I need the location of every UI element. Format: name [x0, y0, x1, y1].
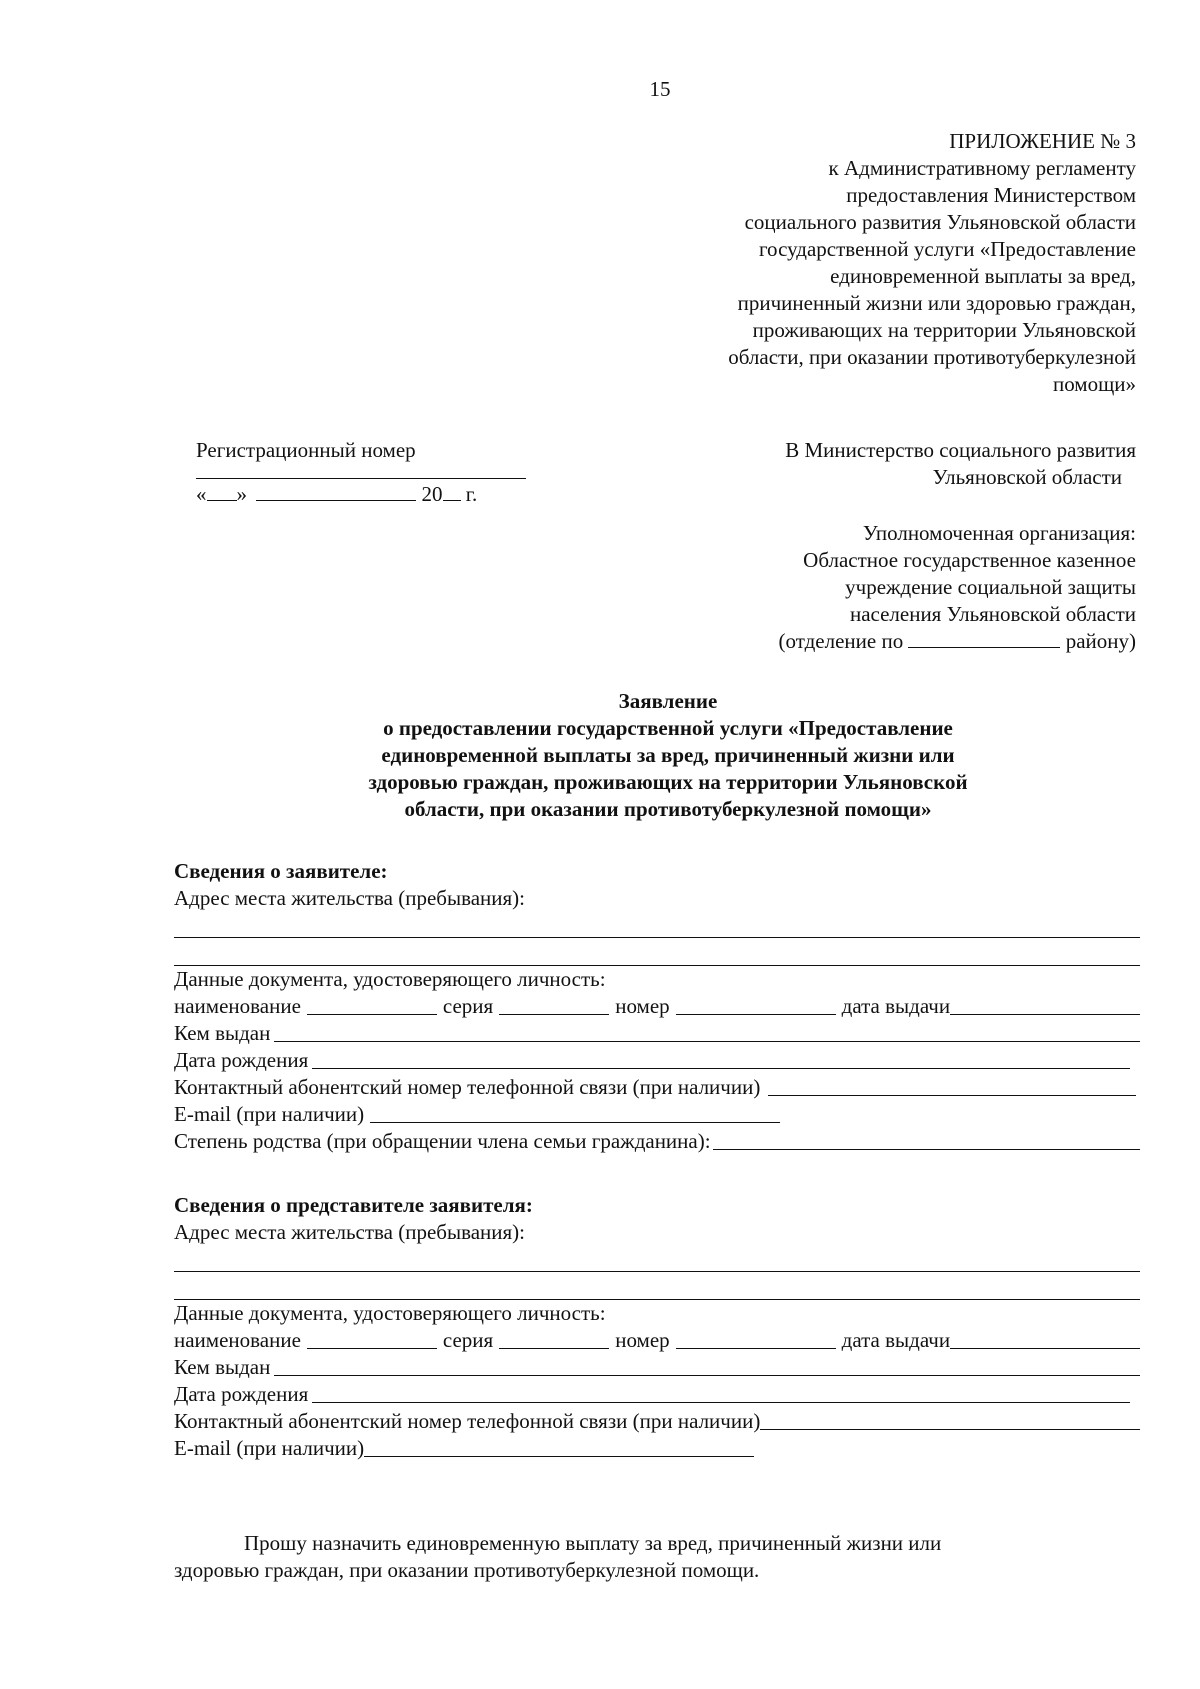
- representative-doc-series-field[interactable]: [499, 1330, 609, 1349]
- organization-block: [616, 520, 1136, 655]
- representative-email-row: [174, 1435, 1140, 1462]
- appendix-line: предоставления Министерством: [846, 183, 1136, 207]
- representative-doc-number-field[interactable]: [676, 1330, 836, 1349]
- org-line: учреждение социальной защиты: [845, 575, 1136, 599]
- representative-phone-label: Контактный абонентский номер телефонной связи (при наличии): [174, 1409, 761, 1433]
- applicant-phone-label: Контактный абонентский номер телефонной связи (при наличии): [174, 1075, 761, 1099]
- org-district-suffix: району): [1065, 629, 1136, 653]
- date-close-quote: »: [236, 482, 247, 506]
- applicant-kinship-field[interactable]: [713, 1131, 1140, 1150]
- applicant-doc-number-field[interactable]: [676, 996, 836, 1015]
- applicant-doc-series-field[interactable]: [499, 996, 609, 1015]
- page-number: 15: [649, 77, 671, 101]
- representative-doc-date-label: дата выдачи: [841, 1328, 951, 1352]
- representative-phone-row: [174, 1408, 1140, 1435]
- applicant-doc-date-label: дата выдачи: [841, 994, 951, 1018]
- applicant-email-field[interactable]: [370, 1104, 780, 1123]
- representative-address-field-1[interactable]: [174, 1271, 1140, 1272]
- applicant-doc-number-label: номер: [615, 994, 670, 1018]
- applicant-issued-by-field[interactable]: [274, 1023, 1140, 1042]
- org-line: [616, 628, 1136, 655]
- applicant-address-label: Адрес места жительства (пребывания):: [174, 886, 526, 910]
- representative-doc-number-label: номер: [615, 1328, 670, 1352]
- applicant-issued-row: [174, 1020, 1140, 1047]
- applicant-issued-by-label: Кем выдан: [174, 1021, 271, 1045]
- org-district-field[interactable]: [908, 629, 1060, 648]
- applicant-doc-label: Данные документа, удостоверяющего личность:: [174, 967, 606, 991]
- representative-email-label: E-mail (при наличии): [174, 1436, 365, 1460]
- title-line: о предоставлении государственной услуги «Предоставление: [383, 716, 953, 740]
- date-open-quote: «: [196, 482, 207, 506]
- appendix-line: социального развития Ульяновской области: [744, 210, 1136, 234]
- org-line: Областное государственное казенное: [803, 548, 1136, 572]
- representative-email-field[interactable]: [364, 1438, 754, 1457]
- applicant-email-label: E-mail (при наличии): [174, 1102, 365, 1126]
- applicant-address-field-1[interactable]: [174, 937, 1140, 938]
- ministry-block: [616, 437, 1136, 491]
- appendix-line: к Административному регламенту: [828, 156, 1136, 180]
- appendix-line: государственной услуги «Предоставление: [758, 237, 1136, 261]
- registration-label: Регистрационный номер: [196, 438, 416, 462]
- ministry-line: Ульяновской области: [932, 465, 1122, 489]
- title-line: области, при оказании противотуберкулезной помощи»: [404, 797, 932, 821]
- representative-doc-name-field[interactable]: [307, 1330, 437, 1349]
- representative-doc-label: Данные документа, удостоверяющего личность:: [174, 1301, 606, 1325]
- applicant-email-row: [174, 1101, 1140, 1128]
- applicant-birth-field[interactable]: [312, 1050, 1130, 1069]
- date-day-field[interactable]: [207, 482, 237, 501]
- appendix-line: области, при оказании противотуберкулезной: [728, 345, 1136, 369]
- representative-heading: Сведения о представителе заявителя:: [174, 1193, 533, 1217]
- applicant-doc-name-label: наименование: [174, 994, 301, 1018]
- applicant-doc-name-field[interactable]: [307, 996, 437, 1015]
- representative-issued-by-label: Кем выдан: [174, 1355, 271, 1379]
- registration-block: [196, 437, 536, 508]
- registration-number-field[interactable]: [196, 478, 526, 479]
- org-line: Уполномоченная организация:: [862, 521, 1136, 545]
- applicant-phone-field[interactable]: [768, 1077, 1136, 1096]
- ministry-line: В Министерство социального развития: [785, 438, 1136, 462]
- request-line: здоровью граждан, при оказании противотуберкулезной помощи.: [174, 1558, 760, 1582]
- applicant-section: [174, 858, 1140, 1155]
- date-year-field[interactable]: [443, 482, 461, 501]
- representative-section: [174, 1192, 1140, 1462]
- representative-phone-field[interactable]: [760, 1411, 1140, 1430]
- request-line: Прошу назначить единовременную выплату за вред, причиненный жизни или: [244, 1531, 942, 1555]
- appendix-block: [576, 128, 1136, 398]
- request-paragraph: [174, 1530, 1104, 1584]
- applicant-kinship-row: [174, 1128, 1140, 1155]
- representative-doc-date-field[interactable]: [950, 1330, 1140, 1349]
- title-line: здоровью граждан, проживающих на территории Ульяновской: [368, 770, 968, 794]
- applicant-kinship-label: Степень родства (при обращении члена семьи гражданина):: [174, 1129, 711, 1153]
- applicant-doc-date-field[interactable]: [950, 996, 1140, 1015]
- application-title: [196, 688, 1140, 823]
- title-line: Заявление: [618, 689, 718, 713]
- org-district-prefix: (отделение по: [778, 629, 904, 653]
- representative-issued-row: [174, 1354, 1140, 1381]
- appendix-line: причиненный жизни или здоровью граждан,: [737, 291, 1136, 315]
- date-year-prefix: 20: [421, 482, 443, 506]
- representative-birth-field[interactable]: [312, 1384, 1130, 1403]
- appendix-line: единовременной выплаты за вред,: [830, 264, 1136, 288]
- applicant-doc-series-label: серия: [442, 994, 494, 1018]
- applicant-birth-row: [174, 1047, 1140, 1074]
- applicant-heading: Сведения о заявителе:: [174, 859, 388, 883]
- appendix-line: ПРИЛОЖЕНИЕ № 3: [949, 129, 1136, 153]
- applicant-birth-label: Дата рождения: [174, 1048, 309, 1072]
- appendix-line: проживающих на территории Ульяновской: [752, 318, 1136, 342]
- applicant-phone-row: [174, 1074, 1140, 1101]
- representative-doc-series-label: серия: [442, 1328, 494, 1352]
- date-year-suffix: г.: [465, 482, 478, 506]
- title-line: единовременной выплаты за вред, причиненный жизни или: [381, 743, 955, 767]
- representative-address-label: Адрес места жительства (пребывания):: [174, 1220, 526, 1244]
- appendix-line: помощи»: [1052, 372, 1136, 396]
- representative-birth-label: Дата рождения: [174, 1382, 309, 1406]
- representative-doc-name-label: наименование: [174, 1328, 301, 1352]
- representative-birth-row: [174, 1381, 1140, 1408]
- representative-issued-by-field[interactable]: [274, 1357, 1140, 1376]
- date-month-field[interactable]: [256, 482, 416, 501]
- org-line: населения Ульяновской области: [849, 602, 1136, 626]
- registration-date: [196, 481, 536, 508]
- representative-doc-row: [174, 1327, 1140, 1354]
- applicant-doc-row: [174, 993, 1140, 1020]
